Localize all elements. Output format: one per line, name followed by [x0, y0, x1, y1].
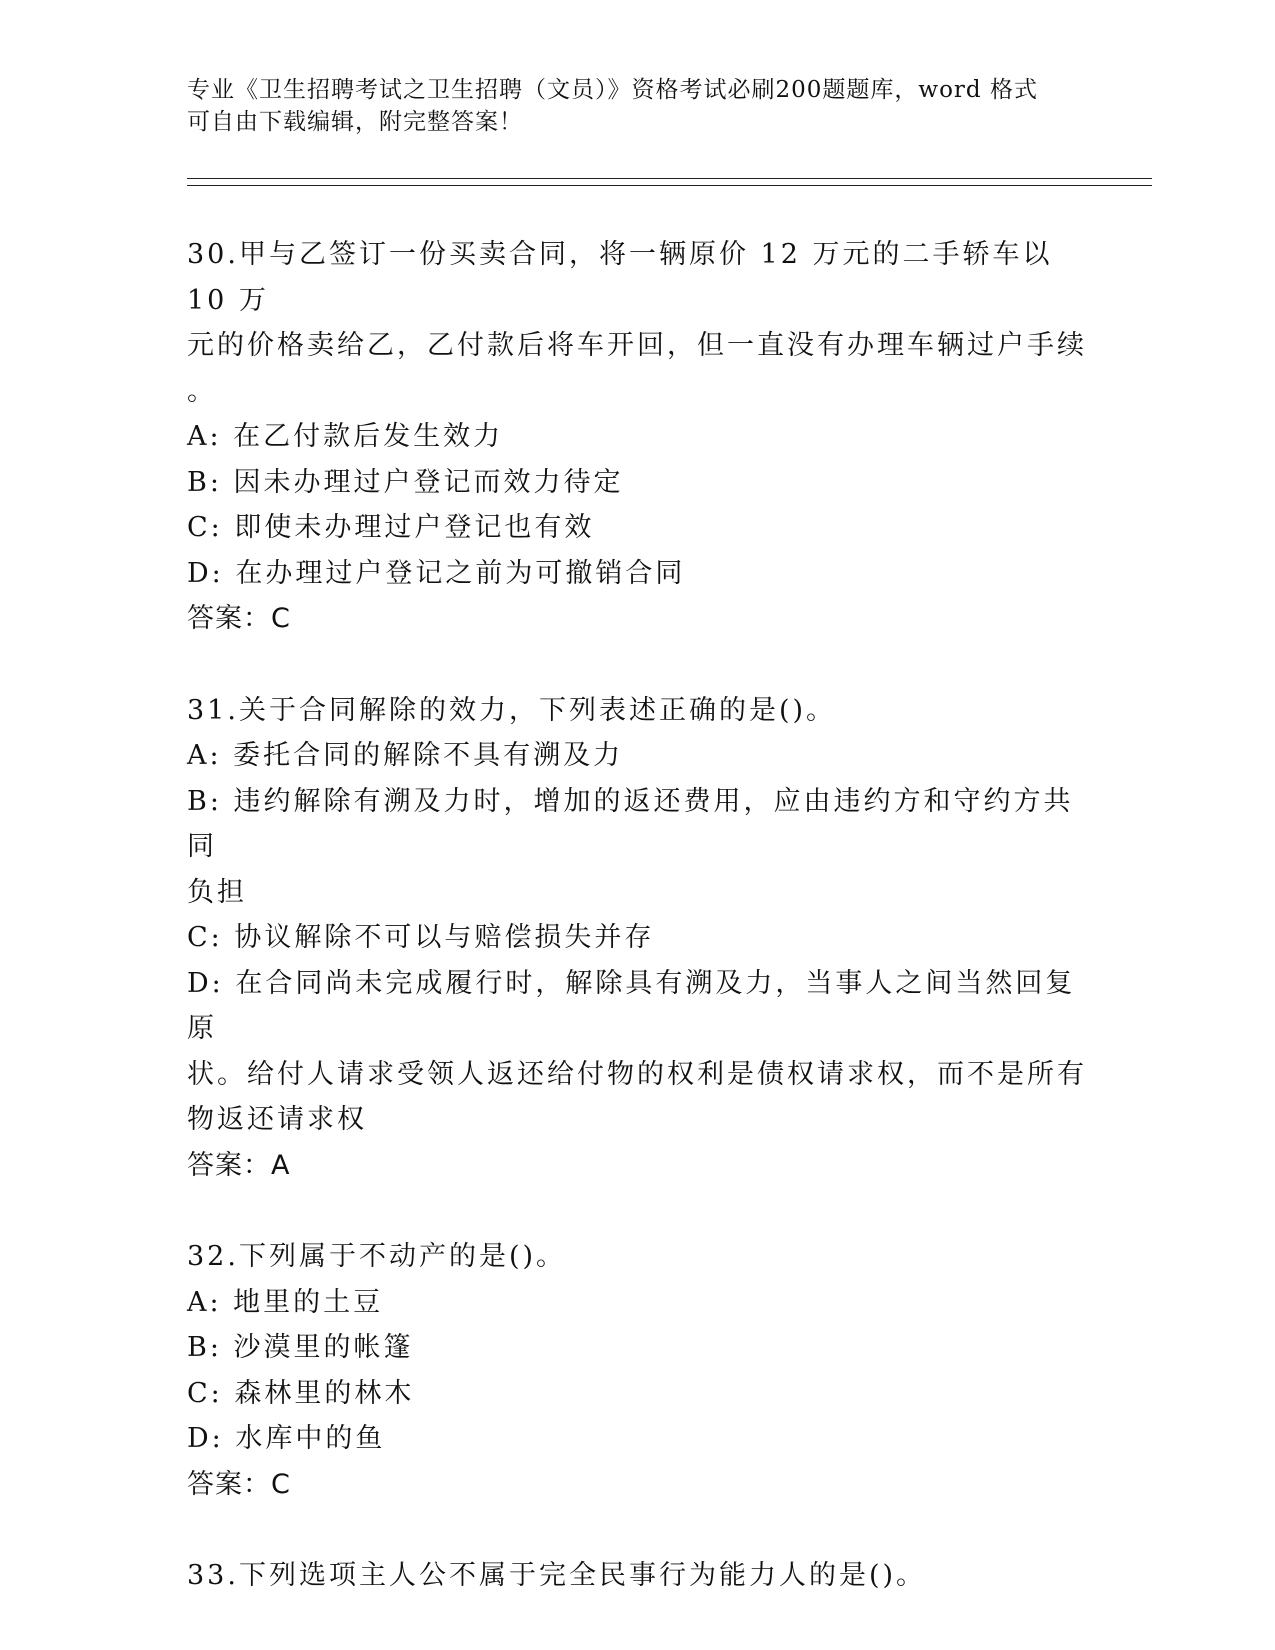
header-double-rule	[187, 178, 1152, 186]
option-line: 负担	[187, 876, 247, 908]
option-line: 物返还请求权	[187, 1104, 367, 1135]
option-line: C: 森林里的林木	[187, 1377, 415, 1409]
option-line: C: 即使未办理过户登记也有效	[187, 512, 595, 543]
question-block	[187, 1234, 1087, 1507]
question-stem-line: 。	[187, 375, 217, 407]
question-stem-line: 33.下列选项主人公不属于完全民事行为能力人的是()。	[187, 1560, 927, 1591]
option-line: D: 水库中的鱼	[187, 1423, 386, 1454]
header-line-1: 专业《卫生招聘考试之卫生招聘（文员）》资格考试必刷200题题库，word 格式	[187, 77, 1038, 103]
option-line: B: 违约解除有溯及力时，增加的返还费用，应由违约方和守约方共同	[187, 785, 1074, 862]
option-line: D: 在合同尚未完成履行时，解除具有溯及力，当事人之间当然回复原	[187, 967, 1076, 1044]
question-stem-line: 31.关于合同解除的效力，下列表述正确的是()。	[187, 694, 837, 726]
header-line-2: 可自由下载编辑，附完整答案！	[187, 109, 523, 135]
question-stem-line: 32.下列属于不动产的是()。	[187, 1241, 567, 1272]
question-list	[187, 232, 1087, 1645]
option-line: A: 地里的土豆	[187, 1286, 384, 1318]
option-line: A: 在乙付款后发生效力	[187, 421, 504, 452]
option-line: B: 沙漠里的帐篷	[187, 1332, 414, 1363]
question-stem-line: 30.甲与乙签订一份买卖合同，将一辆原价 12 万元的二手轿车以 10 万	[187, 239, 1065, 316]
answer-line: 答案：C	[187, 1468, 291, 1500]
option-line: A: 委托合同的解除不具有溯及力	[187, 740, 624, 771]
document-header	[187, 74, 1067, 138]
question-block	[187, 1553, 1087, 1599]
answer-line: 答案：C	[187, 603, 291, 634]
answer-line: 答案：A	[187, 1149, 291, 1181]
option-line: 状。给付人请求受领人返还给付物的权利是债权请求权，而不是所有	[187, 1058, 1087, 1090]
question-block	[187, 688, 1087, 1189]
option-line: D: 在办理过户登记之前为可撤销合同	[187, 557, 686, 589]
question-stem-line: 元的价格卖给乙，乙付款后将车开回，但一直没有办理车辆过户手续	[187, 330, 1087, 361]
option-line: B: 因未办理过户登记而效力待定	[187, 466, 624, 498]
question-block	[187, 232, 1087, 642]
option-line: C: 协议解除不可以与赔偿损失并存	[187, 922, 655, 953]
